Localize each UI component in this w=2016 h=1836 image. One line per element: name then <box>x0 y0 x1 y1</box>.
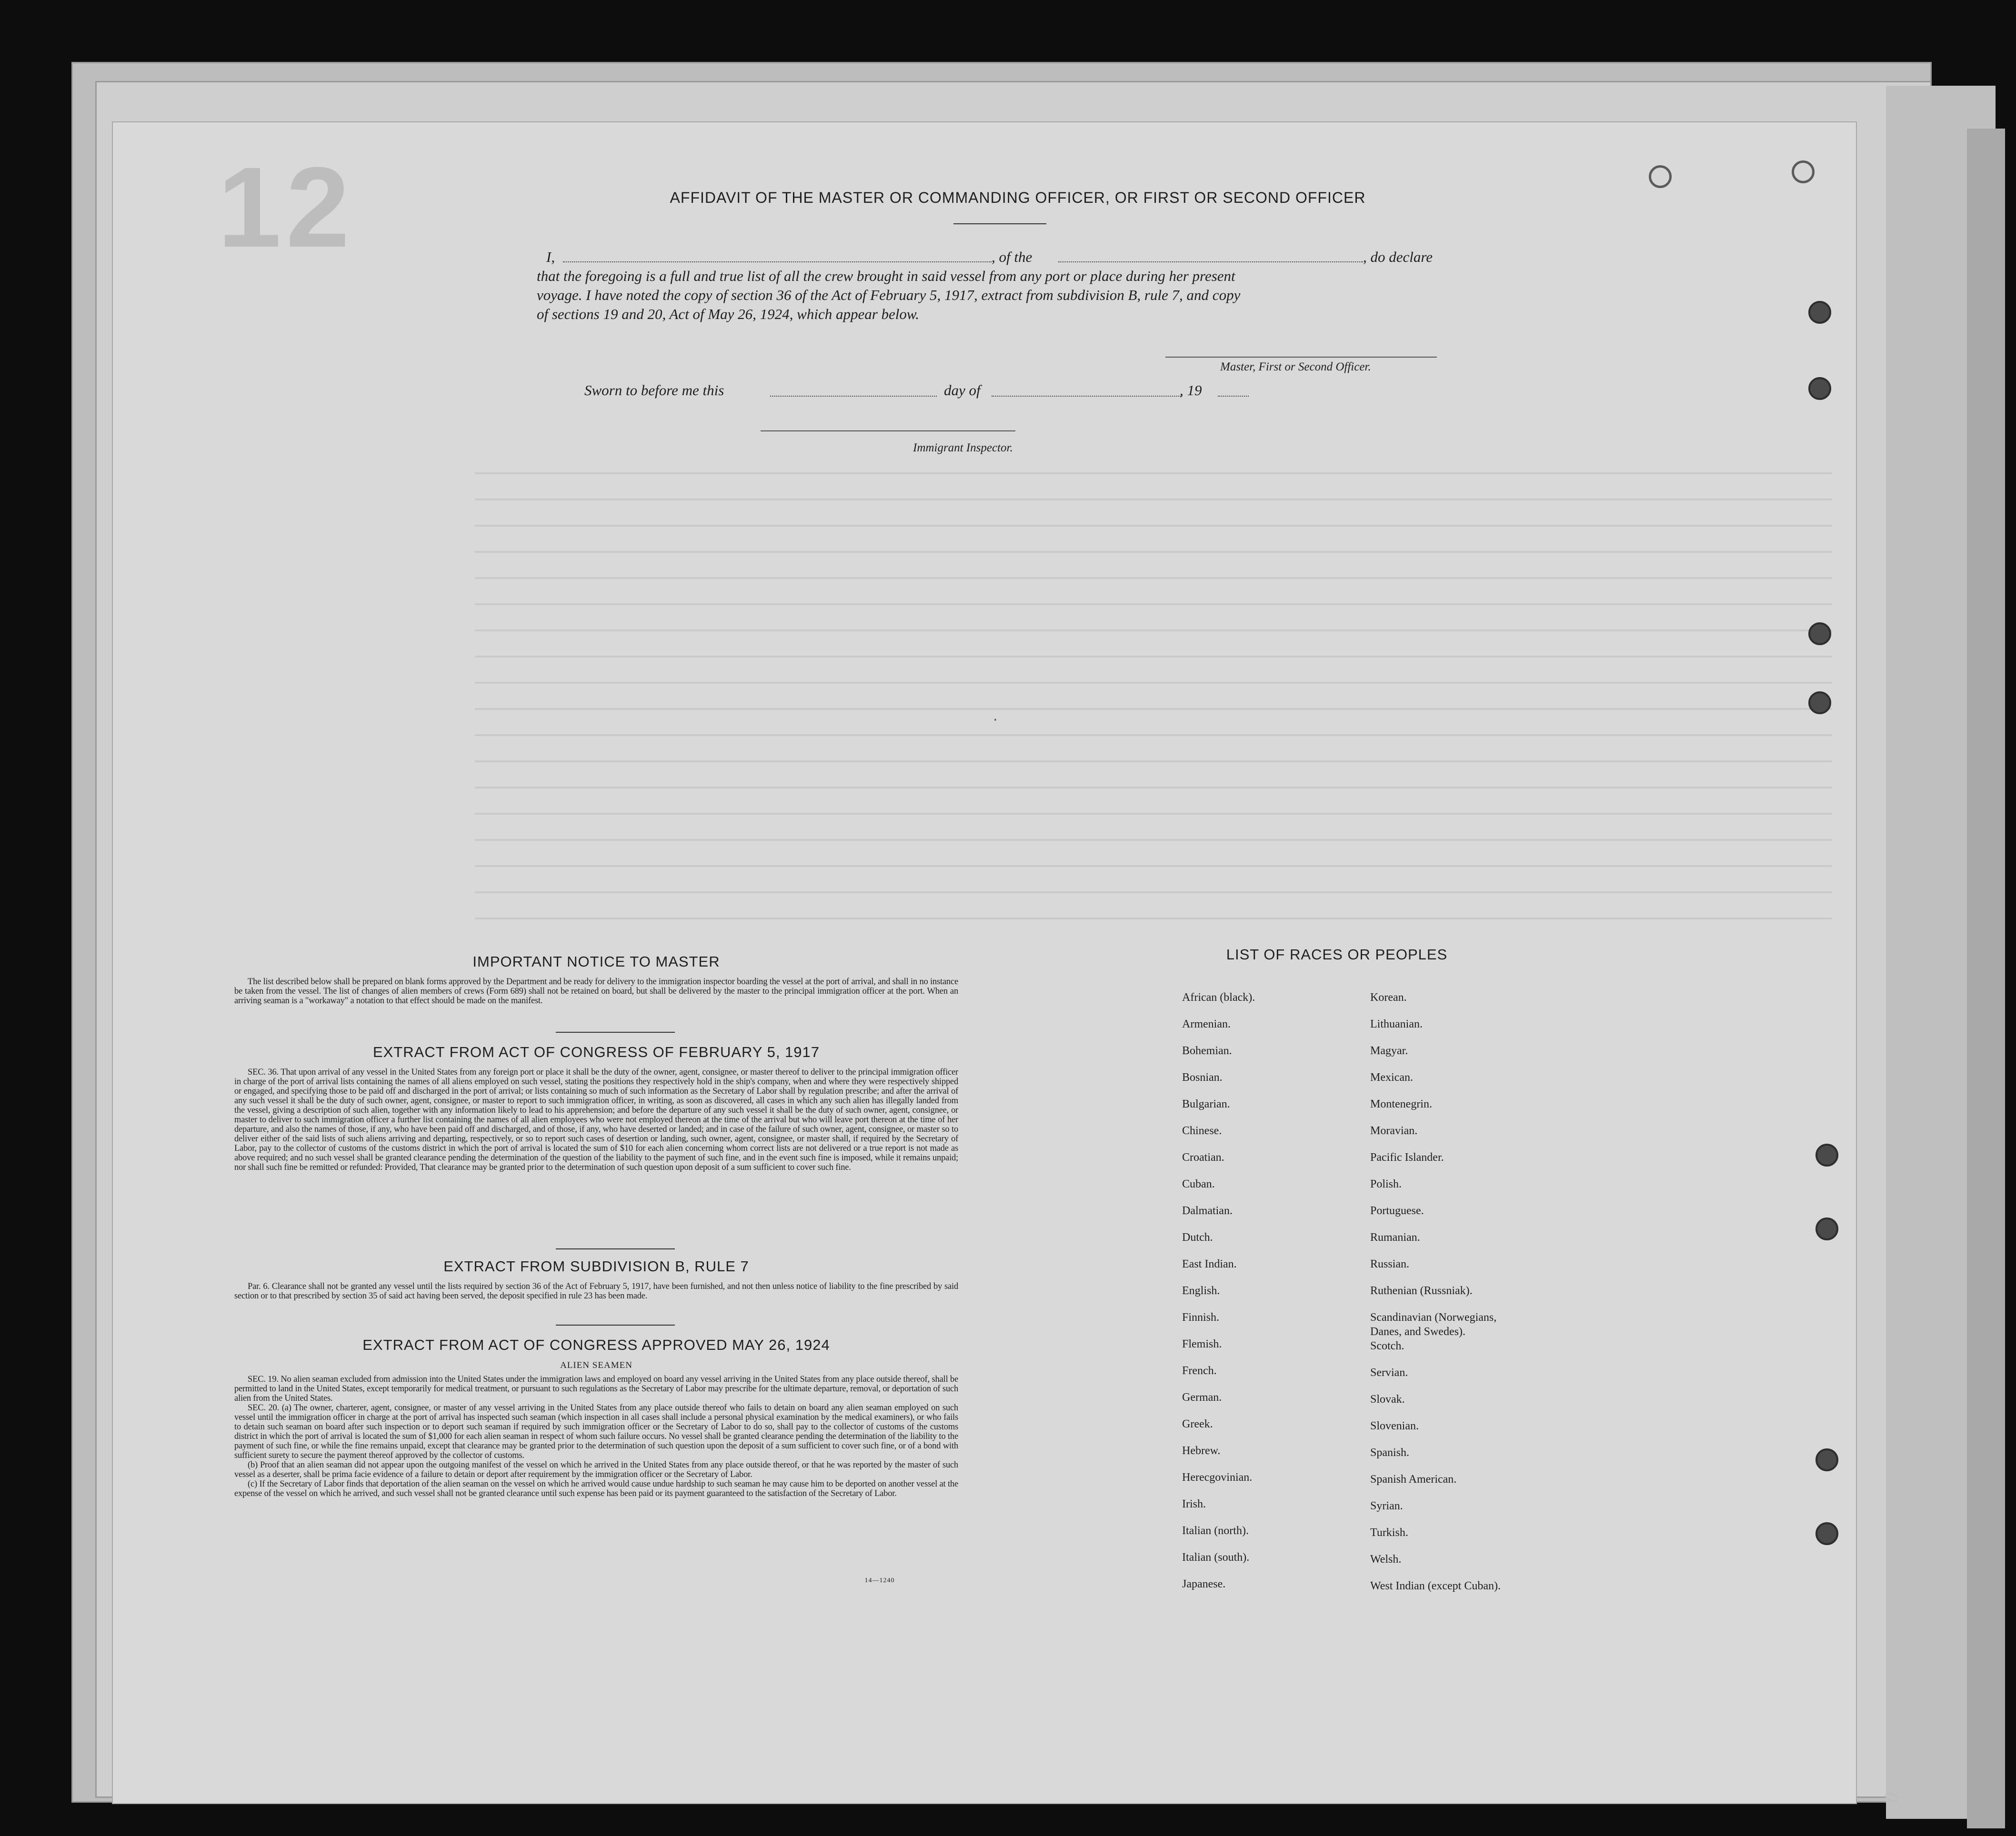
punch-hole <box>1815 1217 1838 1240</box>
declaration-i: I, <box>546 249 555 265</box>
show-through-row <box>475 551 1832 553</box>
show-through-row <box>475 656 1832 658</box>
extract-1924-text <box>234 1375 958 1498</box>
race-entry: Herecgovinian. <box>1182 1471 1253 1484</box>
race-entry: Turkish. <box>1370 1527 1408 1539</box>
show-through-row <box>475 629 1832 631</box>
punch-hole <box>1808 622 1831 645</box>
form-code: 14—1240 <box>864 1577 895 1584</box>
punch-hole <box>1815 1448 1838 1471</box>
race-entry: Slovak. <box>1370 1393 1405 1406</box>
punch-hole <box>1808 691 1831 714</box>
declaration-line: voyage. I have noted the copy of section 36 of the Act of February 5, 1917, extract from subdivision B, rule 7, and copy <box>537 287 1241 303</box>
section-20b: (b) Proof that an alien seaman did not appear upon the outgoing manifest of the vessel on which he arrived in the United States from any place outside thereof, or that he was reported by the master of such vessel as a deserter, shall be prima facie evidence of a failure to detain or deport after requirement by the immigration officer or the Secretary of Labor. <box>234 1460 958 1479</box>
race-entry: Scotch. <box>1370 1340 1404 1352</box>
race-entry: Flemish. <box>1182 1338 1222 1350</box>
race-entry: Servian. <box>1370 1367 1408 1379</box>
race-entry: Slovenian. <box>1370 1420 1419 1432</box>
race-entry: Dalmatian. <box>1182 1205 1233 1217</box>
sworn-day-blank <box>770 395 937 397</box>
race-entry: Spanish. <box>1370 1447 1410 1459</box>
declaration-line: that the foregoing is a full and true list of all the crew brought in said vessel from any port or place during her present <box>537 268 1235 284</box>
race-entry: Danes, and Swedes). <box>1370 1326 1465 1338</box>
inspector-signature-line <box>761 429 1015 431</box>
show-through-row <box>475 839 1832 841</box>
show-through-row <box>475 865 1832 867</box>
race-entry: East Indian. <box>1182 1258 1237 1270</box>
section-20a: SEC. 20. (a) The owner, charterer, agent, consignee, or master of any vessel arriving in the United States from any place outside thereof who fails to detain on board any alien seaman employed on such vessel until the immigration officer in charge at the port of arrival has inspected such seaman (which inspection in all cases shall include a personal physical examination by the medical examiners), or who fails to detain such seaman on board after such inspection or to deport such seaman if required by such immigration officer or the Secretary of Labor to do so, shall pay to the collector of customs of the customs district in which the port of arrival is located the sum of $1,000 for each alien seaman in respect of whom such failure occurs. No vessel shall be granted clearance pending the determination of the liability to the payment of such fine, or while the fine remains unpaid, except that clearance may be granted prior to the determination of such question upon the deposit of a sum sufficient to cover such fine, or of a bond with sufficient surety to secure the payment thereof approved by the collector of customs. <box>234 1403 958 1460</box>
sworn-prefix: Sworn to before me this <box>584 382 724 399</box>
show-through-row <box>475 813 1832 815</box>
race-entry: Scandinavian (Norwegians, <box>1370 1311 1497 1324</box>
race-entry: West Indian (except Cuban). <box>1370 1580 1501 1592</box>
race-entry: Korean. <box>1370 991 1407 1004</box>
extract-1917-text <box>234 1068 958 1172</box>
race-entry: Russian. <box>1370 1258 1410 1270</box>
notice-title: IMPORTANT NOTICE TO MASTER <box>472 953 720 970</box>
punch-hole <box>1815 1522 1838 1545</box>
master-caption: Master, First or Second Officer. <box>1220 360 1371 373</box>
extract-rule7-text <box>234 1282 958 1301</box>
race-entry: Portuguese. <box>1370 1205 1424 1217</box>
race-entry: Magyar. <box>1370 1045 1408 1057</box>
section-20c: (c) If the Secretary of Labor finds that deportation of the alien seaman on the vessel on which he arrived would cause undue hardship to such seaman he may cause him to be deported on another vessel at the expense of the vessel on which he arrived, and such vessel shall not be granted clearance until such expense has been paid or its payment guaranteed to the satisfaction of the Secretary of Labor. <box>234 1479 958 1498</box>
show-through-row <box>475 577 1832 579</box>
divider <box>556 1248 675 1249</box>
extract-1924-title: EXTRACT FROM ACT OF CONGRESS APPROVED MAY 26, 1924 <box>362 1337 830 1353</box>
race-entry: Italian (south). <box>1182 1551 1250 1564</box>
race-entry: Pacific Islander. <box>1370 1151 1444 1164</box>
extract-rule7-title: EXTRACT FROM SUBDIVISION B, RULE 7 <box>443 1258 749 1275</box>
notice-text <box>234 977 958 1006</box>
show-through-row <box>475 472 1832 474</box>
punch-hole <box>1792 160 1815 183</box>
sworn-year-blank <box>1218 395 1249 397</box>
race-entry: Armenian. <box>1182 1018 1231 1030</box>
race-entry: Lithuanian. <box>1370 1018 1423 1030</box>
race-entry: Chinese. <box>1182 1125 1222 1137</box>
race-entry: Japanese. <box>1182 1578 1226 1590</box>
declaration-do-declare: , do declare <box>1363 249 1433 265</box>
race-entry: Hebrew. <box>1182 1445 1221 1457</box>
section-19: SEC. 19. No alien seaman excluded from admission into the United States under the immigration laws and employed on board any vessel arriving in the United States from any place outside thereof, shall be permitted to land in the United States, except temporarily for medical treatment, or pursuant to such regulations as the Secretary of Labor may prescribe for the ultimate departure, removal, or deportation of such alien from the United States. <box>234 1375 958 1403</box>
show-through-row <box>475 734 1832 736</box>
punch-hole <box>1808 301 1831 324</box>
punch-hole <box>1808 377 1831 400</box>
races-title: LIST OF RACES OR PEOPLES <box>1226 946 1448 963</box>
race-entry: Welsh. <box>1370 1553 1402 1566</box>
extract-1917-paragraph: SEC. 36. That upon arrival of any vessel in the United States from any foreign port or place it shall be the duty of the owner, agent, consignee, or master thereof to deliver to the principal immigration officer in charge of the port of arrival lists containing the names of all aliens employed on such vessel, stating the positions they respectively hold in the ship's company, when and where they were respectively shipped or engaged, and specifying those to be paid off and discharged in the port of arrival; or lists containing so much of such information as the Secretary of Labor shall by regulation prescribe; and after the arrival of any such vessel it shall be the duty of such owner, agent, consignee, or master to report to such immigration officer, in writing, as soon as discovered, all cases in which any such alien has illegally landed from the vessel, giving a description of such alien, together with any information likely to lead to his apprehension; and before the departure of any such vessel it shall be the duty of such owner, agent, consignee, or master to deliver to such immigration officer a further list containing the names of all alien employees who were not employed thereon at the time of the arrival but who will leave port thereon at the time of her departure, and also the names of those, if any, who have been paid off and discharged, and of those, if any, who have deserted or landed; and in case of the failure of such owner, agent, consignee, or master so to deliver either of the said lists of such aliens arriving and departing, respectively, or so to report such cases of desertion or landing, such owner, agent, consignee, or master shall, if required by the Secretary of Labor, pay to the collector of customs of the customs district in which the port of arrival is located the sum of $10 for each alien concerning whom correct lists are not delivered or a true report is not made as above required; and no such vessel shall be granted clearance pending the determination of the question of the liability to the payment of such fine, and in the event such fine is imposed, while it remains unpaid; nor shall such fine be remitted or refunded: Provided, That clearance may be granted prior to the determination of such question upon deposit of a sum sufficient to cover such fine. <box>234 1068 958 1172</box>
race-entry: Ruthenian (Russniak). <box>1370 1285 1473 1297</box>
race-entry: Bulgarian. <box>1182 1098 1230 1110</box>
back-sheet-edge <box>1967 129 2005 1828</box>
sheet-number: 12 <box>218 143 354 271</box>
race-entry: Irish. <box>1182 1498 1206 1510</box>
race-entry: Polish. <box>1370 1178 1402 1190</box>
sworn-day-of: day of <box>944 382 981 399</box>
race-entry: Bosnian. <box>1182 1071 1223 1084</box>
race-entry: Finnish. <box>1182 1311 1220 1324</box>
extract-rule7-paragraph: Par. 6. Clearance shall not be granted any vessel until the lists required by section 36 of the Act of February 5, 1917, have been furnished, and not then unless notice of liability to the fine prescribed by said section or to that prescribed by section 35 of said act having been served, the deposit specified in rule 23 has been made. <box>234 1282 958 1301</box>
show-through-row <box>475 499 1832 500</box>
divider <box>556 1032 675 1033</box>
race-entry: Spanish American. <box>1370 1473 1457 1486</box>
punch-hole <box>1815 1144 1838 1167</box>
master-signature-line <box>1165 356 1437 358</box>
race-entry: Moravian. <box>1370 1125 1418 1137</box>
race-entry: German. <box>1182 1391 1222 1404</box>
show-through-row <box>475 891 1832 893</box>
sworn-month-blank <box>992 395 1182 397</box>
document-page <box>112 121 1904 1805</box>
race-entry: Dutch. <box>1182 1231 1213 1244</box>
show-through-row <box>475 603 1832 605</box>
punch-hole <box>1649 165 1672 188</box>
race-entry: Syrian. <box>1370 1500 1403 1512</box>
affidavit-title: AFFIDAVIT OF THE MASTER OR COMMANDING OFFICER, OR FIRST OR SECOND OFFICER <box>670 189 1366 206</box>
race-entry: English. <box>1182 1285 1220 1297</box>
race-entry: Cuban. <box>1182 1178 1215 1190</box>
declaration-of-the: , of the <box>992 249 1033 265</box>
race-entry: Greek. <box>1182 1418 1213 1430</box>
declaration-line: of sections 19 and 20, Act of May 26, 1924, which appear below. <box>537 306 920 322</box>
extract-1924-subtitle: ALIEN SEAMEN <box>560 1360 632 1370</box>
show-through-row <box>475 787 1832 788</box>
show-through-row <box>475 918 1832 919</box>
notice-paragraph: The list described below shall be prepared on blank forms approved by the Department and be ready for delivery to the immigration inspector boarding the vessel at the port of arrival, and shall in no instance be taken from the vessel. The list of changes of alien members of crews (Form 689) shall not be retained on board, but shall be delivered by the master to the principal immigration officer at the port. When an arriving seaman is a "workaway" a notation to that effect should be made on the manifest. <box>234 977 958 1006</box>
inspector-caption: Immigrant Inspector. <box>913 441 1013 454</box>
race-entry: Italian (north). <box>1182 1525 1249 1537</box>
race-entry: Rumanian. <box>1370 1231 1420 1244</box>
margin-mark: 0. <box>1880 1786 1904 1805</box>
race-entry: African (black). <box>1182 991 1255 1004</box>
show-through-row <box>475 708 1832 710</box>
race-entry: French. <box>1182 1365 1217 1377</box>
stray-mark: · <box>992 713 999 727</box>
divider <box>953 223 1046 224</box>
divider <box>556 1325 675 1326</box>
vessel-blank <box>1058 260 1363 262</box>
race-entry: Montenegrin. <box>1370 1098 1432 1110</box>
race-entry: Mexican. <box>1370 1071 1413 1084</box>
race-entry: Bohemian. <box>1182 1045 1232 1057</box>
show-through-row <box>475 682 1832 684</box>
sworn-year: , 19 <box>1180 382 1202 399</box>
name-blank <box>563 260 992 262</box>
extract-1917-title: EXTRACT FROM ACT OF CONGRESS OF FEBRUARY 5, 1917 <box>372 1044 820 1060</box>
show-through-row <box>475 525 1832 527</box>
show-through-row <box>475 760 1832 762</box>
race-entry: Croatian. <box>1182 1151 1224 1164</box>
